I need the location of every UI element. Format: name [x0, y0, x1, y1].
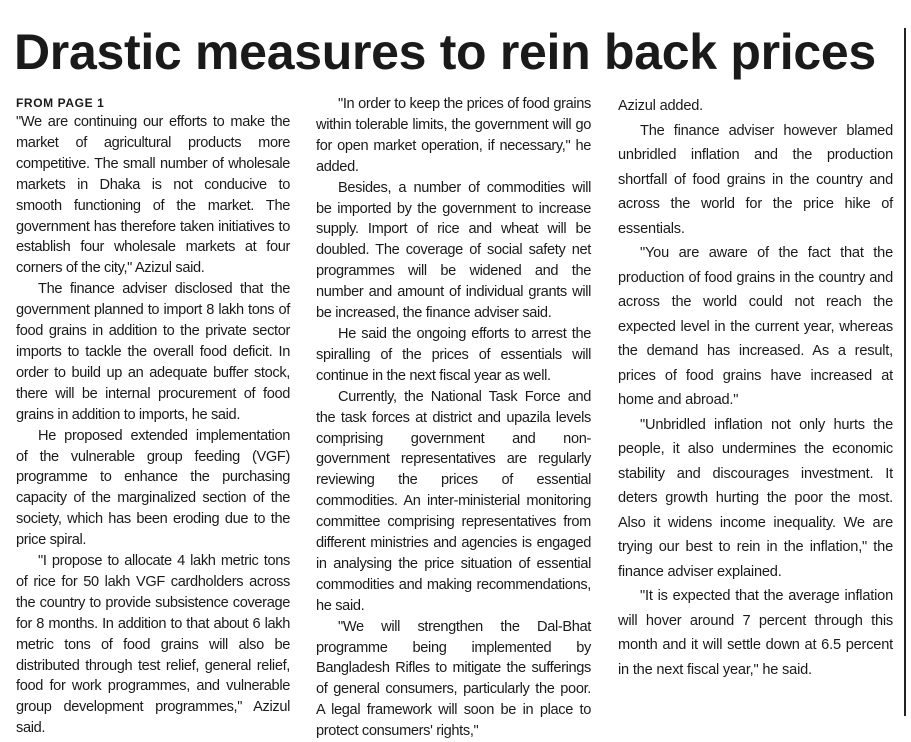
article-column-3 — [618, 94, 893, 682]
paragraph: "You are aware of the fact that the production of food grains in the country and across the world could not reach the expected level in the current year, whereas the demand has increased. As a result, prices of food grains have increased at home and abroad." — [618, 245, 893, 408]
paragraph: "In order to keep the prices of food grains within tolerable limits, the government will go for open market operation, if necessary," he added. — [316, 96, 591, 175]
article-column-2 — [316, 94, 591, 742]
paragraph: "We are continuing our efforts to make the market of agricultural products more competitive. The small number of wholesale markets in Dhaka is not conducive to smooth functioning of the market. The government has therefore taken initiatives to establish four wholesale markets at four corners of the city," Azizul said. — [16, 114, 290, 277]
article-headline: Drastic measures to rein back prices — [14, 24, 876, 80]
article-kicker: FROM PAGE 1 — [16, 96, 105, 110]
paragraph: Besides, a number of commodities will be imported by the government to increase supply. Import of rice and wheat will be doubled. The coverage of social safety net programmes will be widened and the number and amount of individual grants will be increased, the finance adviser said. — [316, 179, 591, 322]
paragraph: "I propose to allocate 4 lakh metric tons of rice for 50 lakh VGF cardholders across the country to provide subsistence coverage for 8 months. In addition to that about 6 lakh metric tons of food grains will also be distributed through test relief, general relief, food for work programmes, and vulnerable group development programmes," Azizul said. — [16, 553, 290, 737]
paragraph: Azizul added. — [618, 98, 704, 114]
paragraph: He said the ongoing efforts to arrest the spiralling of the prices of essentials will continue in the next fiscal year as well. — [316, 325, 591, 384]
column-rule-right — [904, 28, 906, 716]
paragraph: The finance adviser disclosed that the government planned to import 8 lakh tons of food grains in addition to the private sector imports to tackle the overall food deficit. In order to build up an adequate buffer stock, there will be internal procurement of food grains in addition to imports, he said. — [16, 281, 290, 423]
paragraph: Currently, the National Task Force and the task forces at district and upazila levels comprising government and non-government representatives are regularly reviewing the prices of essential commodities. An inter-ministerial monitoring committee comprising representatives from different ministries and agencies is engaged in analysing the price situation of essential commodities and making recommendations, he said. — [316, 388, 591, 614]
paragraph: "Unbridled inflation not only hurts the people, it also undermines the economic stability and discourages investment. It deters growth hurting the poor the most. Also it widens income inequality. We are trying our best to rein in the inflation," the finance adviser explained. — [618, 416, 893, 580]
paragraph: "It is expected that the average inflation will hover around 7 percent through this month and it will settle down at 6.5 percent in the next fiscal year," he said. — [618, 588, 893, 678]
paragraph: The finance adviser however blamed unbridled inflation and the production shortfall of food grains in the country and across the world for the price hike of essentials. — [618, 122, 893, 237]
paragraph: "We will strengthen the Dal-Bhat programme being implemented by Bangladesh Rifles to mitigate the sufferings of general consumers, particularly the poor. A legal framework will soon be in place to protect consumers' rights," — [316, 618, 591, 740]
paragraph: He proposed extended implementation of the vulnerable group feeding (VGF) programme to enhance the purchasing capacity of the marginalized section of the society, which has been eroding due to the price spiral. — [16, 427, 290, 549]
article-column-1 — [16, 94, 290, 739]
